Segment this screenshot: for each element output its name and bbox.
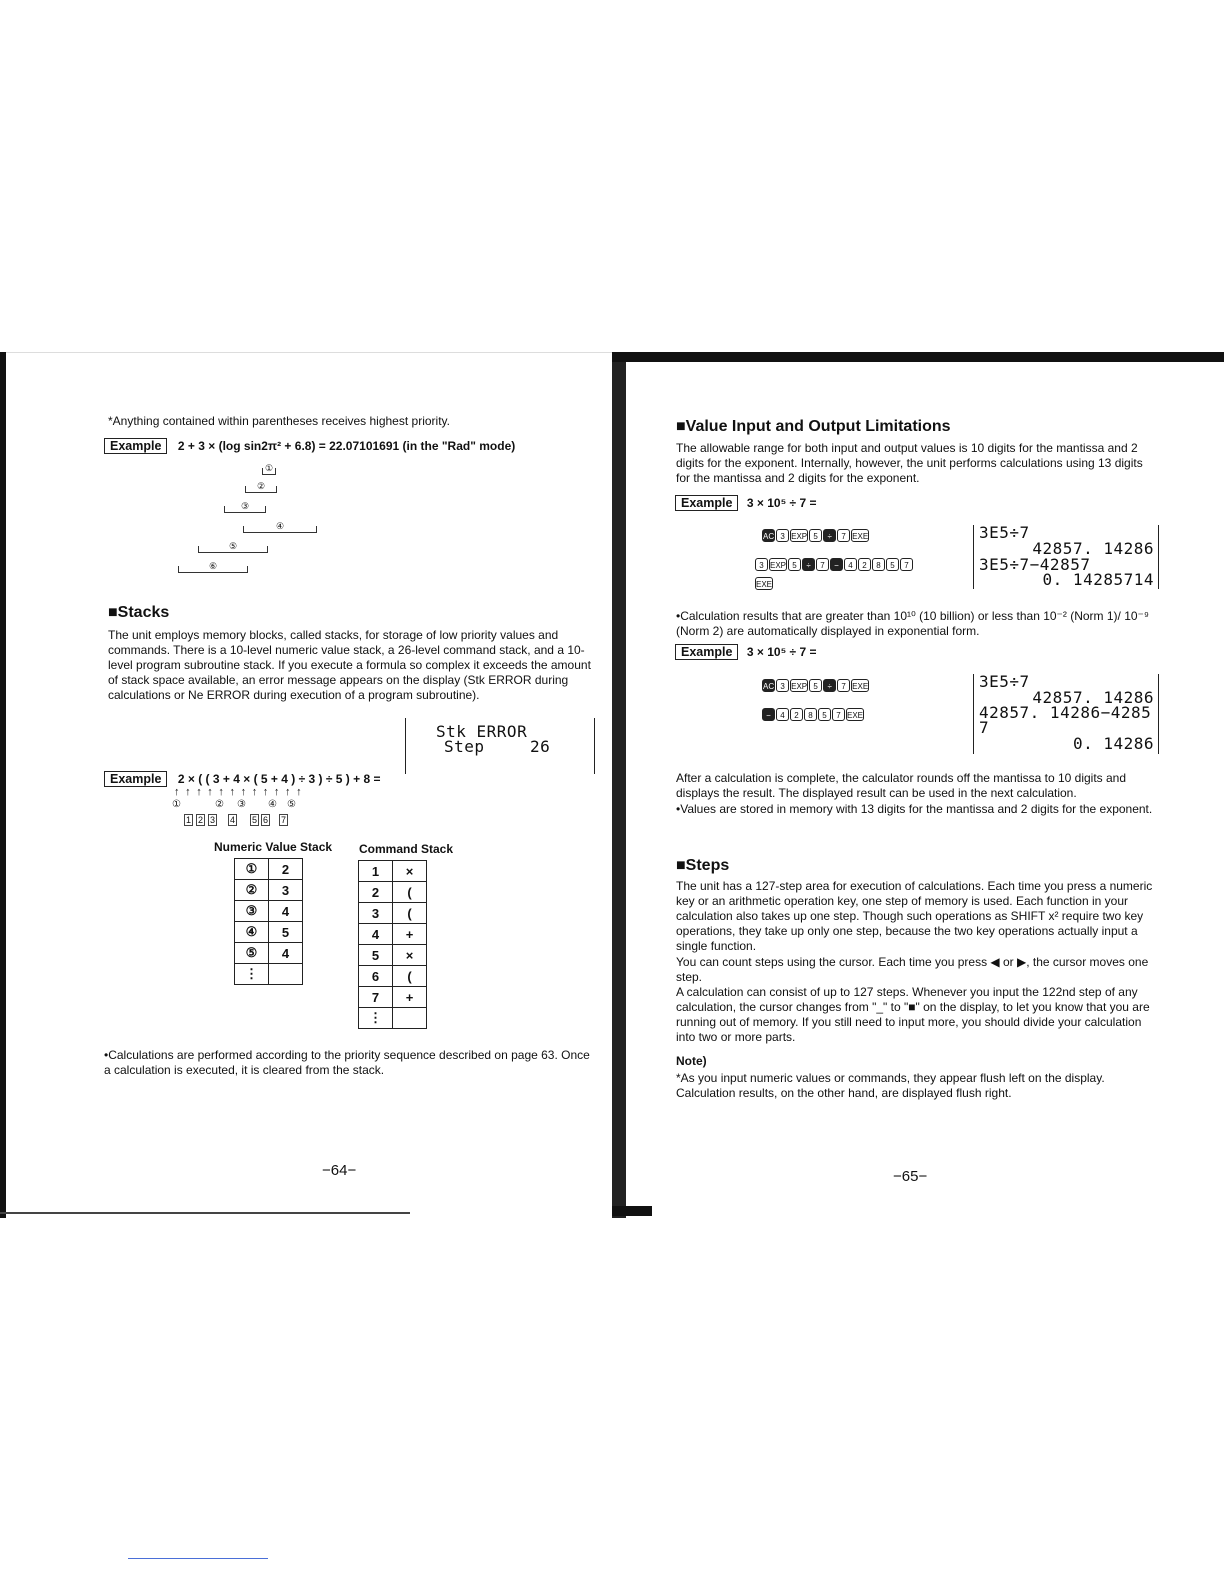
- error-display-step-label: Step: [444, 737, 485, 756]
- table-row: 3 (: [359, 903, 427, 924]
- key-sequence-3: AC 3 EXP 5 ÷ 7 EXE: [762, 677, 870, 695]
- exponential-bullet: •Calculation results that are greater than 10¹⁰ (10 billion) or less than 10⁻² (Norm 1)/ 10⁻⁹ (Norm 2) are automatically displayed in exponential form.: [676, 609, 1150, 638]
- example3-formula: 3 × 10⁵ ÷ 7 =: [746, 496, 817, 510]
- priority-brace-1: [262, 463, 276, 475]
- display2-line4: 7: [979, 718, 990, 737]
- memory-digits-bullet: •Values are stored in memory with 13 digits for the mantissa and 2 digits for the exponent.: [676, 802, 1153, 816]
- key-sequence-4: − 4 2 8 5 7 EXE: [762, 706, 865, 724]
- error-display-line1: Stk ERROR: [436, 722, 528, 741]
- square-mark-5: 5: [252, 815, 258, 825]
- numeric-value-stack: [234, 858, 303, 985]
- circle-mark-2: ②: [215, 799, 224, 810]
- square-mark-6: 6: [263, 815, 269, 825]
- square-mark-2: 2: [198, 815, 204, 825]
- display1-line3: 3E5÷7−42857: [979, 555, 1091, 574]
- brace-label: ③: [240, 501, 250, 511]
- numeric-stack-title: Numeric Value Stack: [214, 840, 333, 854]
- table-row: 4 +: [359, 924, 427, 945]
- left-page-top-border: [0, 352, 612, 353]
- table-row: 6 (: [359, 966, 427, 987]
- table-row: ③ 4: [235, 901, 303, 922]
- steps-paragraph-2: You can count steps using the cursor. Each time you press ◀ or ▶, the cursor moves one step.: [676, 955, 1149, 984]
- left-page-bottom-border: [0, 1212, 410, 1214]
- value-input-paragraph: The allowable range for both input and output values is 10 digits for the mantissa and 2 digits for the exponent. Internally, however, the unit performs calculations using 13 digits for the mantissa and 2 digits for the exponent.: [676, 441, 1143, 485]
- square-mark-4: 4: [230, 815, 236, 825]
- note-heading: Note): [676, 1054, 707, 1068]
- table-row: ④ 5: [235, 922, 303, 943]
- example-label: Example: [675, 644, 738, 660]
- command-stack-title: Command Stack: [359, 842, 454, 856]
- table-row: 7 +: [359, 987, 427, 1008]
- note-text: *As you input numeric values or commands, they appear flush left on the display. Calculation results, on the other hand, are displayed flush right.: [676, 1071, 1105, 1100]
- key-sequence-2: 3 EXP 5 ÷ 7 − 4 2 8 5 7: [755, 556, 914, 574]
- display2-line3: 42857. 14286−4285: [979, 703, 1152, 722]
- parentheses-note: *Anything contained within parentheses receives highest priority.: [108, 414, 450, 428]
- display1-line4: 0. 14285714: [1042, 570, 1154, 589]
- table-row: ⋮: [235, 964, 303, 985]
- display1-line2: 42857. 14286: [1032, 539, 1154, 558]
- calculator-display-1: [973, 525, 1159, 589]
- table-row: ② 3: [235, 880, 303, 901]
- priority-brace-2: [245, 481, 277, 493]
- square-mark-7: 7: [281, 815, 287, 825]
- circle-mark-1: ①: [172, 799, 181, 810]
- example3-row: [675, 494, 816, 512]
- circle-mark-5: ⑤: [287, 799, 296, 810]
- key-sequence-1: AC 3 EXP 5 ÷ 7 EXE: [762, 527, 870, 545]
- priority-brace-6: [178, 561, 248, 573]
- arrow-row: ↑↑↑↑↑↑↑↑↑↑↑↑: [174, 786, 308, 798]
- command-stack: [358, 860, 427, 1029]
- example-label: Example: [104, 438, 167, 454]
- square-mark-1: 1: [186, 815, 192, 825]
- calculation-bullet: •Calculations are performed according to the priority sequence described on page 63. Once a calculation is executed, it is cleared from the stack.: [104, 1048, 590, 1077]
- example1-formula: 2 + 3 × (log sin2π² + 6.8) = 22.07101691 (in the "Rad" mode): [177, 439, 516, 453]
- brace-label: ②: [256, 481, 266, 491]
- steps-heading: ■Steps: [676, 857, 730, 874]
- calculator-display-2: [973, 674, 1159, 754]
- example4-formula: 3 × 10⁵ ÷ 7 =: [746, 645, 817, 659]
- example4-row: [675, 643, 816, 661]
- stacks-heading: ■Stacks: [108, 604, 170, 621]
- table-row: 2 (: [359, 882, 427, 903]
- right-page-top-border: [612, 352, 1224, 362]
- table-row: ⑤ 4: [235, 943, 303, 964]
- steps-paragraph-1: The unit has a 127-step area for execution of calculations. Each time you press a numeric key or an arithmetic operation key, one step of memory is used. Each function in your calculation also takes up one step. Though such operations as SHIFT x² require two key operations, they take up only one step, because the two key operations actually input a single function.: [676, 879, 1153, 953]
- example2-formula: 2 × ( ( 3 + 4 × ( 5 + 4 ) ÷ 3 ) ÷ 5 ) + 8 =: [177, 772, 381, 786]
- page-number-left: −64−: [322, 1162, 357, 1179]
- key-sequence-2b: EXE: [755, 575, 774, 593]
- brace-label: ⑥: [208, 561, 218, 571]
- brace-label: ④: [275, 521, 285, 531]
- error-display-step-value: 26: [530, 737, 551, 756]
- display2-line5: 0. 14286: [1072, 734, 1154, 753]
- priority-brace-5: [198, 541, 268, 553]
- circle-mark-4: ④: [268, 799, 277, 810]
- right-page-bottom-edge: [612, 1206, 652, 1216]
- table-row: 1 ×: [359, 861, 427, 882]
- priority-brace-4: [243, 521, 317, 533]
- brace-label: ①: [264, 463, 274, 473]
- value-input-heading: ■Value Input and Output Limitations: [676, 418, 951, 435]
- circle-mark-3: ③: [237, 799, 246, 810]
- priority-brace-3: [224, 501, 266, 513]
- rounding-paragraph: After a calculation is complete, the calculator rounds off the mantissa to 10 digits and displays the result. The displayed result can be used in the next calculation.: [676, 771, 1127, 800]
- table-row: ① 2: [235, 859, 303, 880]
- display2-line2: 42857. 14286: [1032, 688, 1154, 707]
- bottom-rule: [128, 1558, 268, 1559]
- table-row: 5 ×: [359, 945, 427, 966]
- square-mark-3: 3: [210, 815, 216, 825]
- display2-line1: 3E5÷7: [979, 672, 1030, 691]
- display1-line1: 3E5÷7: [979, 523, 1030, 542]
- spine-edge: [612, 352, 626, 1218]
- table-row: ⋮: [359, 1008, 427, 1029]
- brace-label: ⑤: [228, 541, 238, 551]
- steps-paragraph-3: A calculation can consist of up to 127 steps. Whenever you input the 122nd step of any calculation, the cursor changes from "_" to "■" on the display, to let you know that you are running out of memory. If you still need to input more, you should divide your calculation into two or more parts.: [676, 985, 1150, 1044]
- stacks-paragraph: The unit employs memory blocks, called stacks, for storage of low priority values and commands. There is a 10-level numeric value stack, a 26-level command stack, and a 10-level program subroutine stack. If you execute a formula so complex it exceeds the amount of stack space available, an error message appears on the display (Stk ERROR during calculations or Ne ERROR during execution of a program subroutine).: [108, 628, 591, 702]
- left-page-edge: [0, 352, 6, 1218]
- example-label: Example: [675, 495, 738, 511]
- page-number-right: −65−: [893, 1168, 928, 1185]
- error-display: [405, 718, 595, 774]
- example1-row: [104, 437, 604, 455]
- example-label: Example: [104, 771, 167, 787]
